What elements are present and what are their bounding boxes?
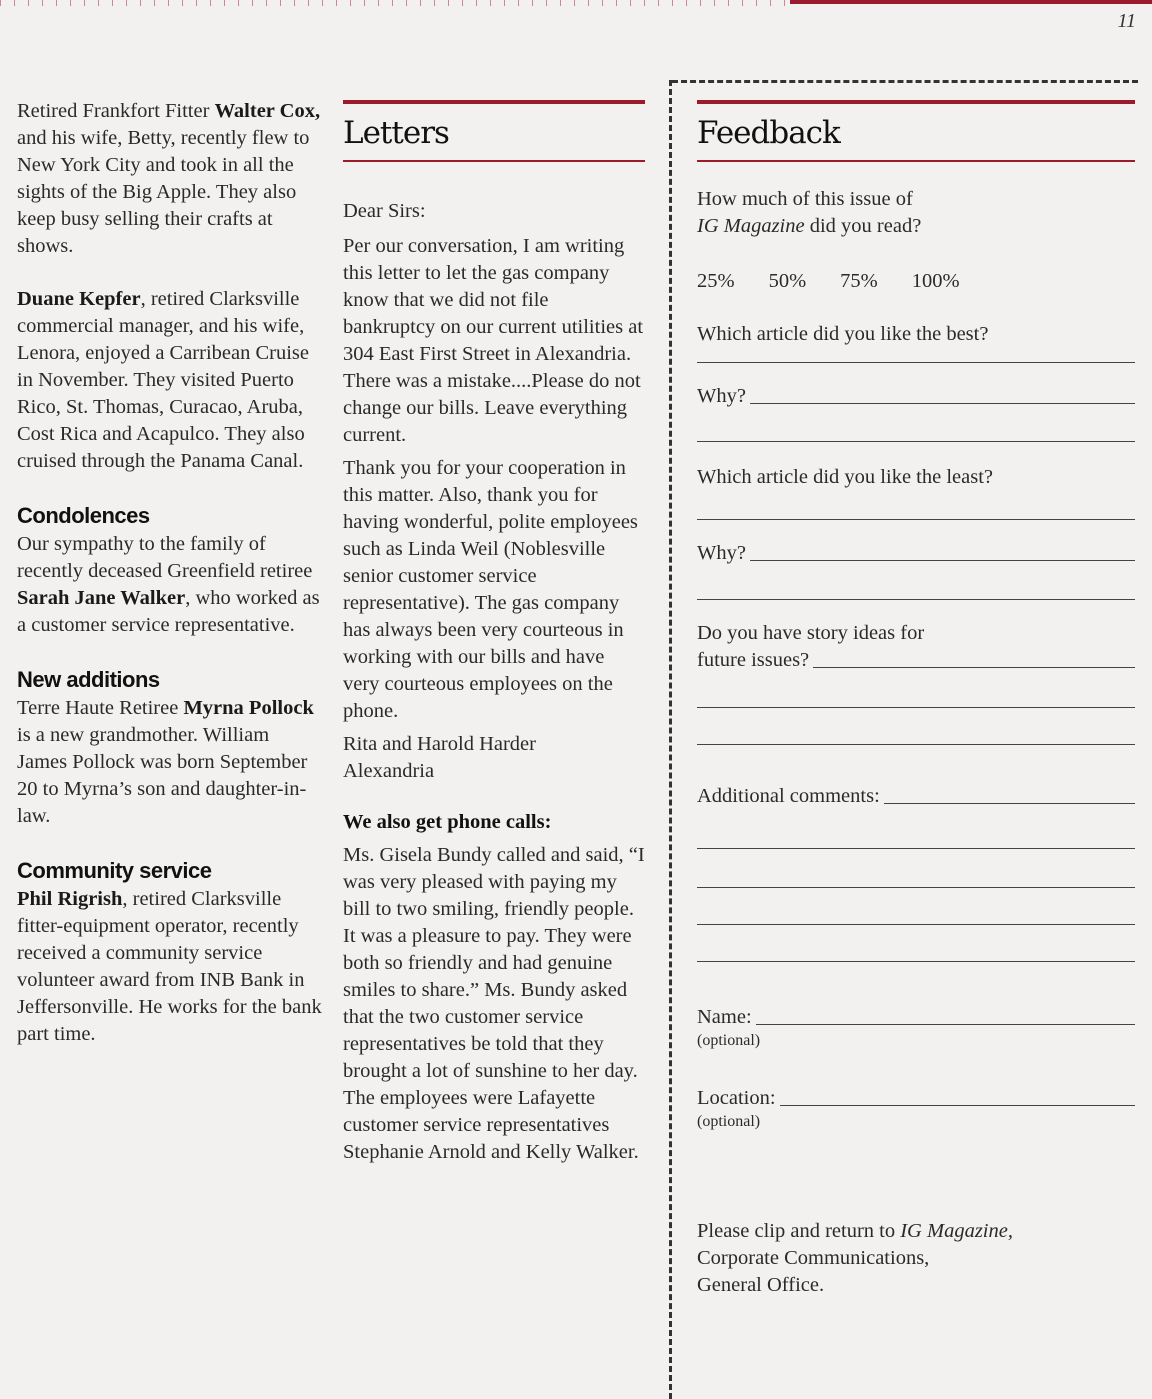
- title-rule-bottom: [697, 160, 1135, 162]
- location-field[interactable]: [780, 1105, 1135, 1106]
- why-label: Why?: [697, 385, 746, 407]
- magazine-name: IG Magazine,: [900, 1220, 1013, 1242]
- comments-row: [697, 783, 1135, 810]
- answer-line[interactable]: [697, 441, 1135, 442]
- clip-border-top: [672, 80, 1138, 83]
- person-name: Phil Rigrish: [17, 888, 123, 910]
- question-like-best: Which article did you like the best?: [697, 323, 989, 345]
- retiree-news-column: [17, 98, 322, 1074]
- page-number: 11: [1117, 10, 1136, 32]
- answer-line[interactable]: [697, 519, 1135, 520]
- heading-community-service: Community service: [17, 858, 212, 883]
- person-name: Walter Cox,: [214, 100, 321, 122]
- percent-option[interactable]: 100%: [911, 270, 960, 292]
- text: , retired Clarksville commercial manager, and his wife, Lenora, enjoyed a Carribean Cruise in November. They visited Puerto Rico, St. Thomas, Curacao, Aruba, Cost Rica and Acapulco. They also cruised through the Panama Canal.: [17, 288, 310, 472]
- why-row-1: [697, 383, 1135, 410]
- text: How much of this issue of: [697, 188, 913, 210]
- text: and his wife, Betty, recently flew to New York City and took in all the sights of the Big Apple. They also keep busy selling their crafts at shows.: [17, 127, 310, 257]
- question-like-least: Which article did you like the least?: [697, 466, 993, 488]
- question-how-much: [697, 186, 1135, 240]
- location-row: [697, 1085, 1135, 1112]
- title-rule-top: [343, 100, 645, 104]
- title-rule-bottom: [343, 160, 645, 162]
- percent-option[interactable]: 75%: [840, 270, 878, 292]
- answer-line[interactable]: [697, 848, 1135, 849]
- answer-line[interactable]: [697, 599, 1135, 600]
- text: Terre Haute Retiree: [17, 697, 184, 719]
- text: Corporate Communications,: [697, 1247, 930, 1269]
- optional-note: (optional): [697, 1113, 761, 1130]
- location-label: Location:: [697, 1087, 776, 1109]
- question-story-ideas: Do you have story ideas for: [697, 622, 925, 644]
- paragraph-community-service: [17, 886, 322, 1048]
- name-row: [697, 1004, 1135, 1031]
- letter-paragraph-1: Per our conversation, I am writing this letter to let the gas company know that we did not file bankruptcy on our current utilities at 304 East First Street in Alexandria. There was a mistake....Please do not change our bills. Leave everything current.: [343, 235, 644, 446]
- answer-line[interactable]: [697, 887, 1135, 888]
- phone-calls-heading: We also get phone calls:: [343, 811, 552, 833]
- return-instructions: [697, 1218, 1135, 1299]
- name-field[interactable]: [756, 1024, 1135, 1025]
- letter-signature-place: Alexandria: [343, 760, 435, 782]
- answer-line[interactable]: [697, 924, 1135, 925]
- top-red-bar: [790, 0, 1152, 4]
- feedback-title: Feedback: [697, 115, 840, 151]
- person-name: Sarah Jane Walker: [17, 587, 186, 609]
- text: is a new grandmother. William James Pollock was born September 20 to Myrna’s son and daughter-in-law.: [17, 724, 308, 827]
- letters-title: Letters: [343, 115, 449, 151]
- paragraph-duane-kepfer: [17, 286, 322, 475]
- answer-line[interactable]: [697, 362, 1135, 363]
- optional-note: (optional): [697, 1032, 761, 1049]
- answer-line[interactable]: [697, 744, 1135, 745]
- paragraph-condolences: [17, 531, 322, 639]
- percent-options: [697, 268, 1135, 295]
- person-name: Myrna Pollock: [183, 697, 314, 719]
- text: Our sympathy to the family of recently deceased Greenfield retiree: [17, 533, 313, 582]
- heading-condolences: Condolences: [17, 503, 150, 528]
- paragraph-walter-cox: [17, 98, 322, 260]
- story-ideas-row: [697, 647, 1135, 674]
- text: General Office.: [697, 1274, 825, 1296]
- text: did you read?: [804, 215, 922, 237]
- clip-border-left: [669, 80, 672, 1399]
- feedback-form: [697, 100, 1135, 1299]
- answer-line[interactable]: [750, 560, 1135, 561]
- title-rule-top: [697, 100, 1135, 104]
- paragraph-new-additions: [17, 695, 322, 830]
- heading-new-additions: New additions: [17, 667, 160, 692]
- answer-line[interactable]: [813, 667, 1135, 668]
- percent-option[interactable]: 25%: [697, 270, 735, 292]
- why-label: Why?: [697, 542, 746, 564]
- magazine-name: IG Magazine: [697, 215, 805, 237]
- top-decorative-strip: [0, 0, 790, 6]
- answer-line[interactable]: [884, 803, 1135, 804]
- letter-signature-name: Rita and Harold Harder: [343, 733, 536, 755]
- story-ideas-label: future issues?: [697, 649, 810, 671]
- person-name: Duane Kepfer: [17, 288, 141, 310]
- answer-line[interactable]: [697, 961, 1135, 962]
- text: Please clip and return to: [697, 1220, 901, 1242]
- name-label: Name:: [697, 1006, 752, 1028]
- phone-calls-paragraph: Ms. Gisela Bundy called and said, “I was very pleased with paying my bill to two smiling, friendly people. It was a pleasure to pay. They were both so friendly and had genuine smiles to share.” Ms. Bundy asked that the two customer service representatives be told that they brought a lot of sunshine to her day. The employees were Lafayette customer service representatives Stephanie Arnold and Kelly Walker.: [343, 844, 645, 1163]
- text: , retired Clarksville fitter-equipment operator, recently received a community service volunteer award from INB Bank in Jeffersonville. He works for the bank part time.: [17, 888, 322, 1045]
- comments-label: Additional comments:: [697, 785, 880, 807]
- letter-salutation: Dear Sirs:: [343, 200, 426, 222]
- text: , who worked as a customer service representative.: [17, 587, 320, 636]
- letter-paragraph-2: Thank you for your cooperation in this matter. Also, thank you for having wonderful, polite employees such as Linda Weil (Noblesville senior customer service representative). The gas company has always been very courteous in working with our bills and have very courteous employees on the phone.: [343, 457, 638, 722]
- letters-column: [343, 100, 645, 1172]
- percent-option[interactable]: 50%: [768, 270, 807, 292]
- answer-line[interactable]: [697, 707, 1135, 708]
- answer-line[interactable]: [750, 403, 1135, 404]
- why-row-2: [697, 540, 1135, 567]
- text: Retired Frankfort Fitter: [17, 100, 215, 122]
